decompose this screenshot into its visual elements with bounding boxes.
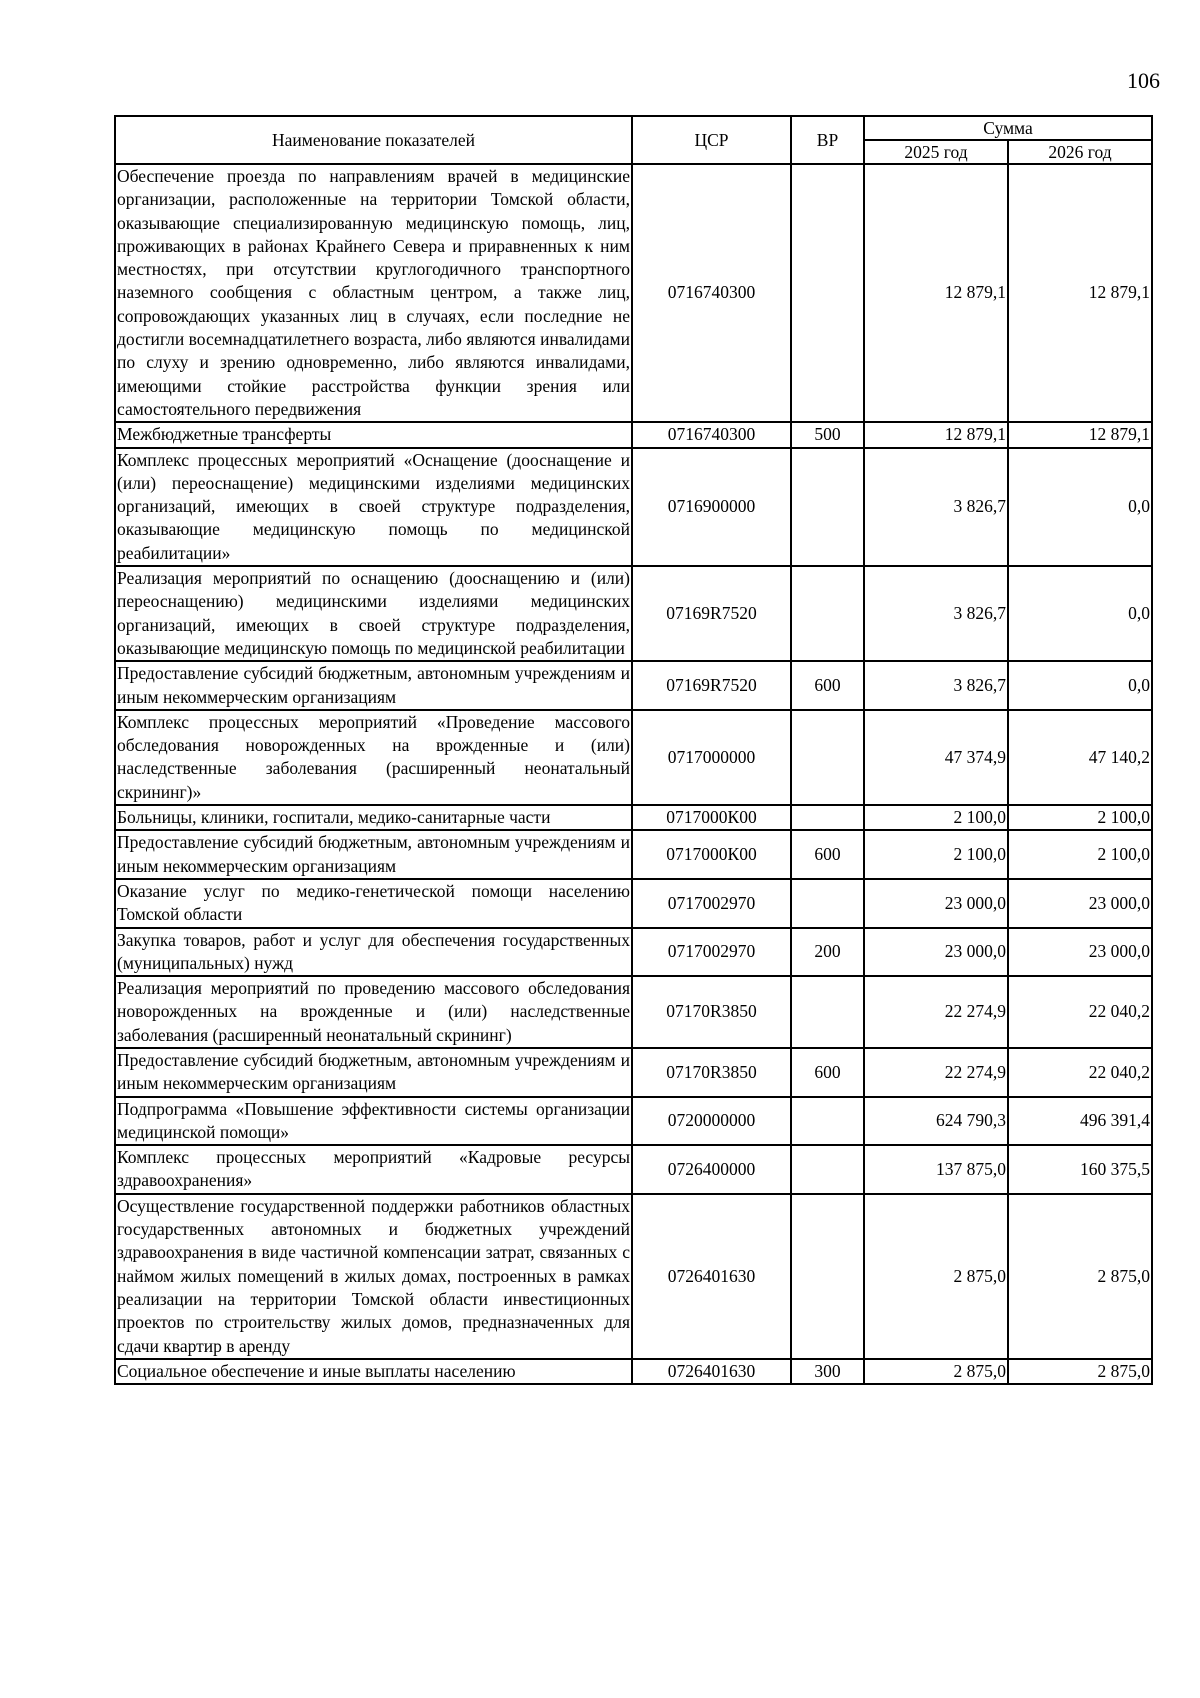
cell-sum-2025: 12 879,1 xyxy=(864,164,1008,422)
table-row xyxy=(115,830,1152,879)
page-number: 106 xyxy=(1127,68,1160,93)
cell-csr: 0716740300 xyxy=(632,164,791,422)
cell-name: Предоставление субсидий бюджетным, автономным учреждениям и иным некоммерческим организациям xyxy=(115,830,632,879)
cell-sum-2025: 3 826,7 xyxy=(864,661,1008,710)
cell-csr: 07170R3850 xyxy=(632,1048,791,1097)
cell-name: Предоставление субсидий бюджетным, автономным учреждениям и иным некоммерческим организациям xyxy=(115,1048,632,1097)
cell-name: Оказание услуг по медико-генетической помощи населению Томской области xyxy=(115,879,632,928)
cell-sum-2026: 2 100,0 xyxy=(1008,805,1152,830)
cell-sum-2025: 12 879,1 xyxy=(864,422,1008,447)
table-row xyxy=(115,661,1152,710)
cell-name: Межбюджетные трансферты xyxy=(115,422,632,447)
cell-vr: 300 xyxy=(791,1359,864,1384)
table-row xyxy=(115,1097,1152,1146)
table-body xyxy=(115,164,1152,1384)
table-row xyxy=(115,164,1152,422)
budget-table xyxy=(114,115,1153,1385)
cell-sum-2025: 2 100,0 xyxy=(864,830,1008,879)
cell-vr: 600 xyxy=(791,830,864,879)
cell-sum-2026: 496 391,4 xyxy=(1008,1097,1152,1146)
cell-name: Предоставление субсидий бюджетным, автономным учреждениям и иным некоммерческим организациям xyxy=(115,661,632,710)
cell-name: Реализация мероприятий по проведению массового обследования новорожденных на врожденные и (или) наследственные заболевания (расширенный неонатальный скрининг) xyxy=(115,976,632,1048)
cell-sum-2025: 22 274,9 xyxy=(864,976,1008,1048)
table-row xyxy=(115,976,1152,1048)
table-row xyxy=(115,928,1152,977)
cell-name: Реализация мероприятий по оснащению (дооснащению и (или) переоснащению) медицинскими изделиями медицинских организаций, имеющих в своей структуре подразделения, оказывающие медицинскую помощь по медицинской реабилитации xyxy=(115,566,632,661)
cell-csr: 07169R7520 xyxy=(632,661,791,710)
cell-vr xyxy=(791,1194,864,1359)
cell-name: Подпрограмма «Повышение эффективности системы организации медицинской помощи» xyxy=(115,1097,632,1146)
cell-sum-2026: 22 040,2 xyxy=(1008,976,1152,1048)
cell-csr: 0717002970 xyxy=(632,928,791,977)
cell-sum-2026: 0,0 xyxy=(1008,448,1152,566)
cell-sum-2026: 47 140,2 xyxy=(1008,710,1152,805)
header-year-2026: 2026 год xyxy=(1008,140,1152,164)
cell-sum-2025: 137 875,0 xyxy=(864,1145,1008,1194)
cell-sum-2025: 22 274,9 xyxy=(864,1048,1008,1097)
cell-sum-2025: 23 000,0 xyxy=(864,928,1008,977)
cell-sum-2026: 0,0 xyxy=(1008,661,1152,710)
cell-csr: 07169R7520 xyxy=(632,566,791,661)
cell-name: Закупка товаров, работ и услуг для обеспечения государственных (муниципальных) нужд xyxy=(115,928,632,977)
cell-csr: 07170R3850 xyxy=(632,976,791,1048)
cell-sum-2025: 624 790,3 xyxy=(864,1097,1008,1146)
table-row xyxy=(115,566,1152,661)
cell-sum-2025: 2 875,0 xyxy=(864,1359,1008,1384)
cell-sum-2025: 2 875,0 xyxy=(864,1194,1008,1359)
cell-sum-2026: 23 000,0 xyxy=(1008,879,1152,928)
cell-vr xyxy=(791,710,864,805)
table-row xyxy=(115,1048,1152,1097)
cell-csr: 0726401630 xyxy=(632,1359,791,1384)
table-row xyxy=(115,710,1152,805)
cell-vr xyxy=(791,164,864,422)
cell-sum-2026: 160 375,5 xyxy=(1008,1145,1152,1194)
table-row xyxy=(115,879,1152,928)
cell-csr: 0717000К00 xyxy=(632,805,791,830)
header-sum: Сумма xyxy=(864,116,1152,140)
cell-name: Социальное обеспечение и иные выплаты населению xyxy=(115,1359,632,1384)
cell-vr: 200 xyxy=(791,928,864,977)
table-row xyxy=(115,448,1152,566)
cell-sum-2026: 23 000,0 xyxy=(1008,928,1152,977)
cell-sum-2025: 23 000,0 xyxy=(864,879,1008,928)
cell-sum-2026: 2 100,0 xyxy=(1008,830,1152,879)
cell-sum-2025: 2 100,0 xyxy=(864,805,1008,830)
table-row xyxy=(115,1359,1152,1384)
cell-sum-2025: 47 374,9 xyxy=(864,710,1008,805)
header-csr: ЦСР xyxy=(632,116,791,164)
cell-sum-2026: 12 879,1 xyxy=(1008,164,1152,422)
cell-vr xyxy=(791,879,864,928)
cell-csr: 0716900000 xyxy=(632,448,791,566)
table-row xyxy=(115,422,1152,447)
cell-sum-2026: 0,0 xyxy=(1008,566,1152,661)
cell-vr: 600 xyxy=(791,1048,864,1097)
cell-name: Обеспечение проезда по направлениям врачей в медицинские организации, расположенные на территории Томской области, оказывающие специализированную медицинскую помощь, лиц, проживающих в районах Крайнего Севера и приравненных к ним местностях, при отсутствии круглогодичного транспортного наземного сообщения с областным центром, а также лиц, сопровождающих указанных лиц в случаях, если последние не достигли восемнадцатилетнего возраста, либо являются инвалидами по слуху и зрению одновременно, либо являются инвалидами, имеющими стойкие расстройства функции зрения или самостоятельного передвижения xyxy=(115,164,632,422)
cell-sum-2026: 12 879,1 xyxy=(1008,422,1152,447)
cell-vr xyxy=(791,976,864,1048)
cell-sum-2025: 3 826,7 xyxy=(864,448,1008,566)
table-row xyxy=(115,1145,1152,1194)
table-row xyxy=(115,805,1152,830)
table-row xyxy=(115,1194,1152,1359)
cell-sum-2026: 22 040,2 xyxy=(1008,1048,1152,1097)
header-name: Наименование показателей xyxy=(115,116,632,164)
cell-vr xyxy=(791,1145,864,1194)
cell-name: Больницы, клиники, госпитали, медико-санитарные части xyxy=(115,805,632,830)
cell-csr: 0717002970 xyxy=(632,879,791,928)
cell-name: Комплекс процессных мероприятий «Кадровые ресурсы здравоохранения» xyxy=(115,1145,632,1194)
cell-csr: 0726400000 xyxy=(632,1145,791,1194)
cell-name: Комплекс процессных мероприятий «Оснащение (дооснащение и (или) переоснащение) медицинскими изделиями медицинских организаций, имеющих в своей структуре подразделения, оказывающие медицинскую помощь по медицинской реабилитации» xyxy=(115,448,632,566)
cell-csr: 0717000К00 xyxy=(632,830,791,879)
cell-vr xyxy=(791,805,864,830)
cell-csr: 0726401630 xyxy=(632,1194,791,1359)
cell-vr: 500 xyxy=(791,422,864,447)
cell-csr: 0720000000 xyxy=(632,1097,791,1146)
cell-sum-2025: 3 826,7 xyxy=(864,566,1008,661)
cell-name: Осуществление государственной поддержки работников областных государственных автономных и бюджетных учреждений здравоохранения в виде частичной компенсации затрат, связанных с наймом жилых помещений в жилых домах, построенных в рамках реализации на территории Томской области инвестиционных проектов по строительству жилых домов, предназначенных для сдачи квартир в аренду xyxy=(115,1194,632,1359)
cell-vr xyxy=(791,448,864,566)
cell-csr: 0717000000 xyxy=(632,710,791,805)
header-year-2025: 2025 год xyxy=(864,140,1008,164)
cell-csr: 0716740300 xyxy=(632,422,791,447)
cell-vr xyxy=(791,566,864,661)
cell-sum-2026: 2 875,0 xyxy=(1008,1359,1152,1384)
cell-vr: 600 xyxy=(791,661,864,710)
cell-name: Комплекс процессных мероприятий «Проведение массового обследования новорожденных на врожденные и (или) наследственные заболевания (расширенный неонатальный скрининг)» xyxy=(115,710,632,805)
cell-sum-2026: 2 875,0 xyxy=(1008,1194,1152,1359)
header-vr: ВР xyxy=(791,116,864,164)
cell-vr xyxy=(791,1097,864,1146)
